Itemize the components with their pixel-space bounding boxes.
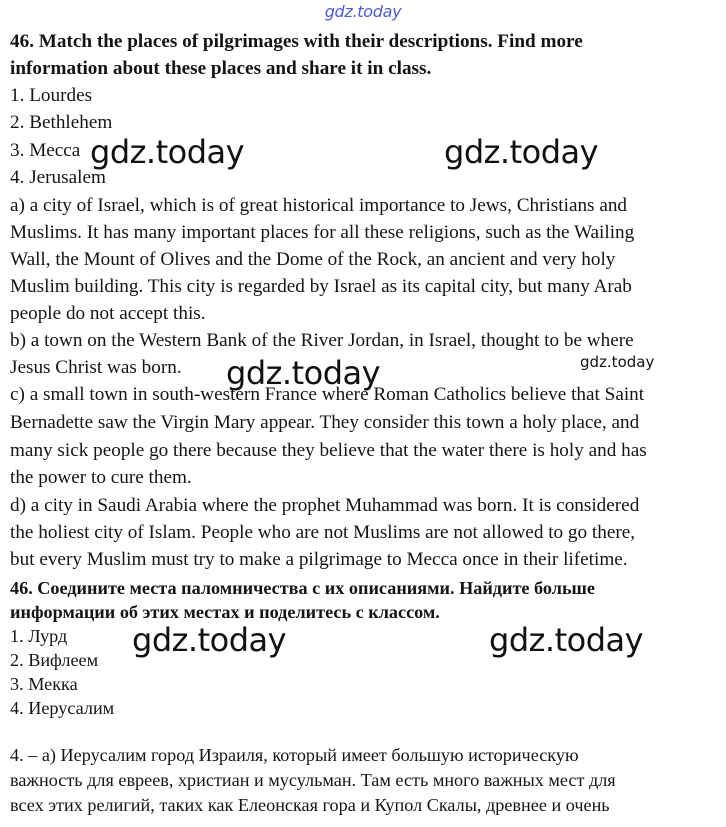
description-line: d) a city in Saudi Arabia where the prophet Muhammad was born. It is considered <box>10 495 640 516</box>
place-item-ru: 1. Лурд <box>10 626 68 646</box>
description-line: c) a small town in south-western France where Roman Catholics believe that Saint <box>10 384 645 405</box>
answer-line: всех этих религий, таких как Елеонская гора и Купол Скалы, древнее и очень <box>10 795 610 815</box>
description-line: b) a town on the Western Bank of the River Jordan, in Israel, thought to be where <box>10 330 634 351</box>
description-line: a) a city of Israel, which is of great historical importance to Jews, Christians and <box>10 195 628 216</box>
description-line: Bernadette saw the Virgin Mary appear. They consider this town a holy place, and <box>10 412 640 433</box>
watermark: gdz.today <box>90 133 245 171</box>
watermark: gdz.today <box>132 621 287 659</box>
place-item-en: 3. Mecca <box>10 140 81 161</box>
description-line: the power to cure them. <box>10 467 192 488</box>
watermark: gdz.today <box>226 354 381 392</box>
description-line: but every Muslim must try to make a pilgrimage to Mecca once in their lifetime. <box>10 549 628 570</box>
watermark: gdz.today <box>580 353 655 371</box>
answer-line: важность для евреев, христиан и мусульман. Там есть много важных мест для <box>10 770 616 790</box>
description-line: Jesus Christ was born. <box>10 357 182 378</box>
description-line: many sick people go there because they believe that the water there is holy and has <box>10 440 647 461</box>
place-item-en: 1. Lourdes <box>10 85 93 106</box>
description-line: Muslims. It has many important places for all these religions, such as the Wailing <box>10 222 635 243</box>
site-watermark-top: gdz.today <box>324 2 402 21</box>
place-item-ru: 4. Иерусалим <box>10 698 115 718</box>
place-item-en: 2. Bethlehem <box>10 112 113 133</box>
answer-line: 4. – а) Иерусалим город Израиля, который имеет большую историческую <box>10 745 579 765</box>
place-item-ru: 3. Мекка <box>10 674 78 694</box>
exercise-title-ru: 46. Соедините места паломничества с их описаниями. Найдите больше <box>10 578 595 598</box>
watermark: gdz.today <box>489 621 644 659</box>
watermark: gdz.today <box>444 133 599 171</box>
exercise-title-en: 46. Match the places of pilgrimages with their descriptions. Find more <box>10 31 583 52</box>
description-line: people do not accept this. <box>10 303 206 324</box>
description-line: the holiest city of Islam. People who are not Muslims are not allowed to go there, <box>10 522 636 543</box>
description-line: Wall, the Mount of Olives and the Dome of the Rock, an ancient and very holy <box>10 249 616 270</box>
place-item-en: 4. Jerusalem <box>10 167 106 188</box>
exercise-title-en: information about these places and share it in class. <box>10 58 432 79</box>
place-item-ru: 2. Вифлеем <box>10 650 99 670</box>
description-line: Muslim building. This city is regarded by Israel as its capital city, but many Arab <box>10 276 632 297</box>
exercise-title-ru: информации об этих местах и поделитесь с классом. <box>10 602 440 622</box>
